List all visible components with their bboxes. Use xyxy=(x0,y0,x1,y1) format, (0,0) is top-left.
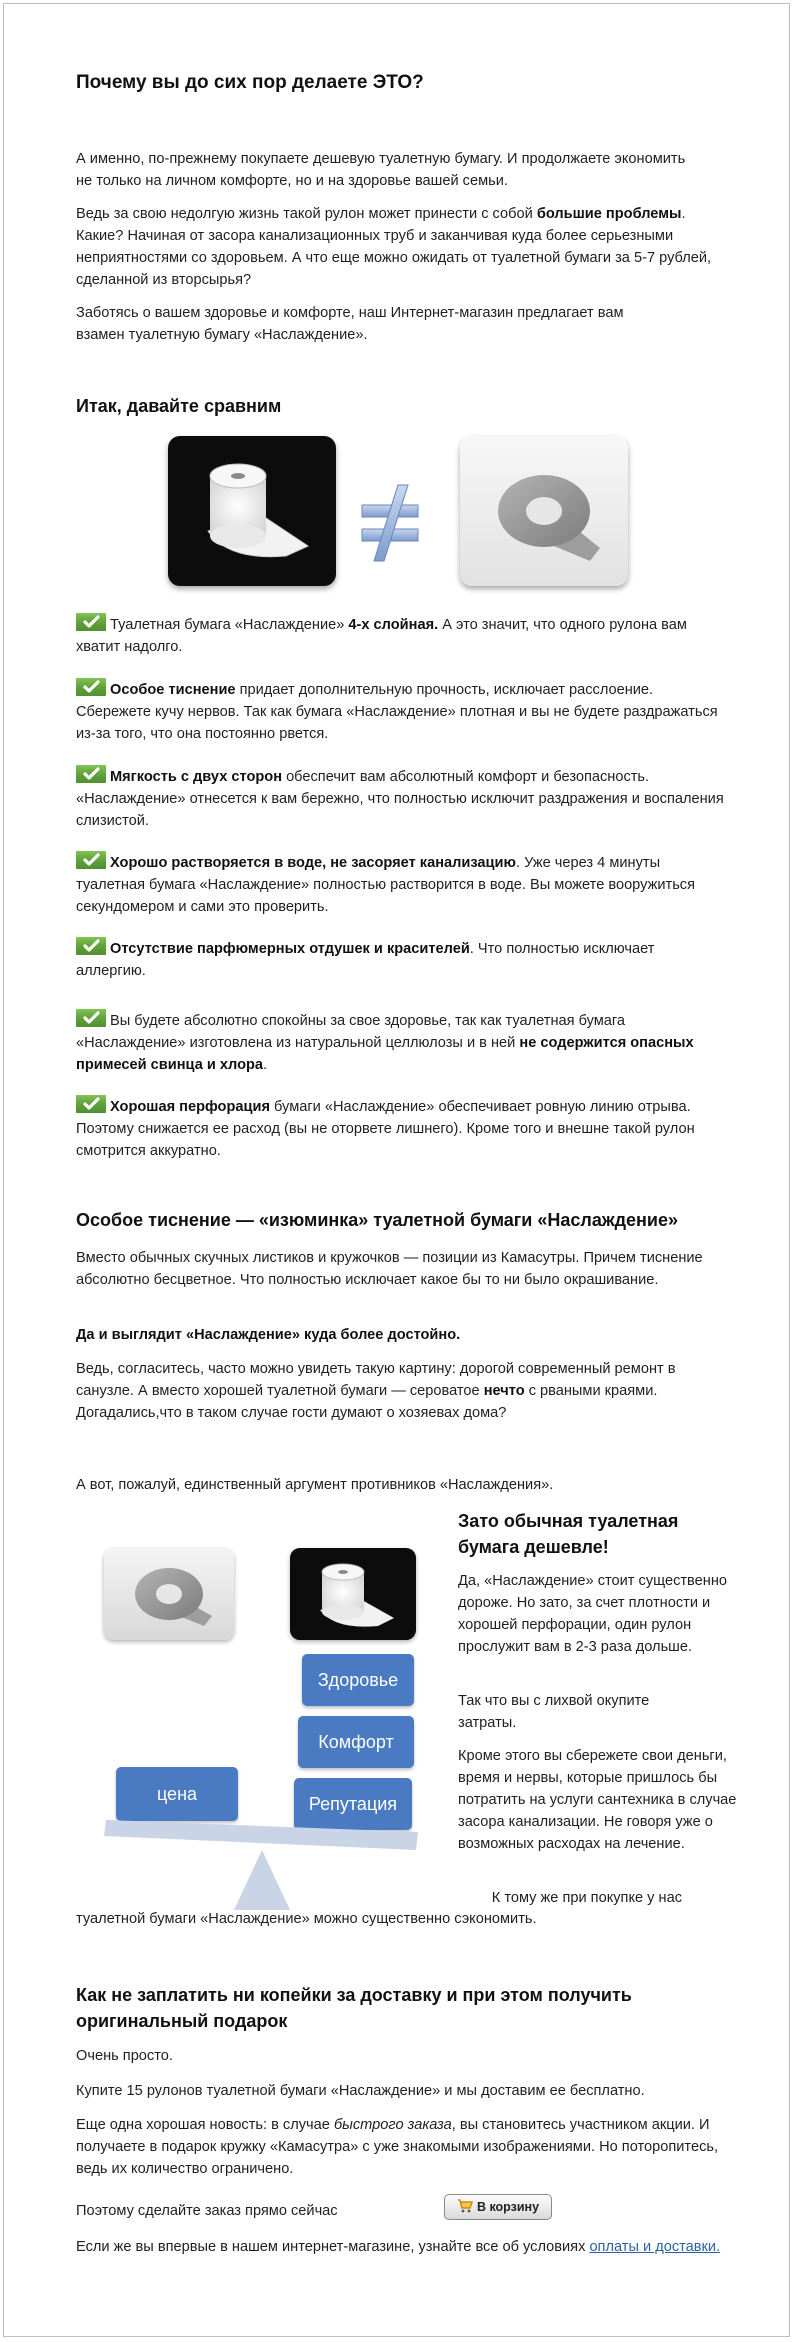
renovation-paragraph: Ведь, согласитесь, часто можно увидеть такую картину: дорогой современный ремонт в санузле. А вместо хорошей туалетной бумаги — сероватое нечто с рваными краями. Догадались,что в таком случае гости думают о хозяевах дома? xyxy=(76,1361,676,1421)
embossing-title: Особое тиснение — «изюминка» туалетной бумаги «Наслаждение» xyxy=(76,1210,679,1230)
checkmark-icon xyxy=(76,850,106,870)
premium-roll-small-image xyxy=(290,1548,416,1640)
feature-item-softness: Мягкость с двух сторон обеспечит вам абсолютный комфорт и безопасность. «Наслаждение» отнесется к вам бережно, что полностью исключит раздражения и воспаления слизистой. xyxy=(76,764,726,832)
compare-title: Итак, давайте сравним xyxy=(76,396,282,416)
dignity-paragraph: Да и выглядит «Наслаждение» куда более достойно. xyxy=(76,1327,461,1343)
cart-icon xyxy=(457,2199,473,2216)
embossing-paragraph: Вместо обычных скучных листиков и кружочков — позиции из Камасутры. Причем тиснение абсолютно бесцветное. Что полностью исключает какое бы то ни было окрашивание. xyxy=(76,1250,703,1288)
scale-box-comfort: Комфорт xyxy=(298,1716,414,1768)
cheaper-paragraph-4: К тому же при покупке у нас xyxy=(491,1890,682,1906)
checkmark-icon xyxy=(76,612,106,632)
feature-item-layers: Туалетная бумага «Наслаждение» 4-х слойная. А это значит, что одного рулона вам хватит надолго. xyxy=(76,612,726,658)
intro-paragraph: А именно, по-прежнему покупаете дешевую туалетную бумагу. И продолжаете экономить не только на личном комфорте, но и на здоровье вашей семьи. xyxy=(76,151,686,189)
feature-item-dissolves: Хорошо растворяется в воде, не засоряет канализацию. Уже через 4 минуты туалетная бумага «Наслаждение» полностью растворится в воде. Вы можете вооружиться секундомером и сами это проверить. xyxy=(76,850,726,918)
free-delivery-paragraph: Купите 15 рулонов туалетной бумаги «Наслаждение» и мы доставим ее бесплатно. xyxy=(76,2083,645,2099)
gift-paragraph: Еще одна хорошая новость: в случае быстрого заказа, вы становитесь участником акции. И получаете в подарок кружку «Камасутра» с уже знакомыми изображениями. Но поторопитесь, ведь их количество ограничено. xyxy=(76,2117,719,2177)
checkmark-icon xyxy=(76,936,106,956)
feature-item-no-perfume: Отсутствие парфюмерных отдушек и красителей. Что полностью исключает аллергию. xyxy=(76,936,726,982)
argument-paragraph: А вот, пожалуй, единственный аргумент противников «Наслаждения». xyxy=(76,1477,554,1493)
scale-box-health: Здоровье xyxy=(302,1654,414,1706)
feature-item-safe: Вы будете абсолютно спокойны за свое здоровье, так как туалетная бумага «Наслаждение» изготовлена из натуральной целлюлозы и в ней не содержится опасных примесей свинца и хлора. xyxy=(76,1008,726,1076)
cheaper-paragraph-3: Кроме этого вы сбережете свои деньги, время и нервы, которые пришлось бы потратить на услуги сантехника в случае засора канализации. Не говоря уже о возможных расходах на лечение. xyxy=(458,1748,737,1852)
checkmark-icon xyxy=(76,677,106,697)
add-to-cart-label: В корзину xyxy=(476,2200,540,2214)
scale-box-reputation: Репутация xyxy=(294,1778,412,1830)
payment-paragraph: Если же вы впервые в нашем интернет-магазине, узнайте все об условиях оплаты и доставки. xyxy=(76,2239,721,2255)
cheaper-title: Зато обычная туалетная бумага дешевле! xyxy=(458,1511,679,1557)
checkmark-icon xyxy=(76,1094,106,1114)
cheaper-paragraph-2: Так что вы с лихвой окупите затраты. xyxy=(458,1693,650,1731)
not-equal-icon xyxy=(358,483,422,563)
cheap-roll-image xyxy=(460,436,628,586)
checkmark-icon xyxy=(76,1008,106,1028)
order-now-text: Поэтому сделайте заказ прямо сейчас xyxy=(76,2203,338,2219)
premium-roll-image xyxy=(168,436,336,586)
offer-paragraph: Заботясь о вашем здоровье и комфорте, наш Интернет-магазин предлагает вам взамен туалетную бумагу «Наслаждение». xyxy=(76,305,624,343)
cheaper-paragraph-1: Да, «Наслаждение» стоит существенно дороже. Но зато, за счет плотности и хорошей перфорации, один рулон прослужит вам в 2-3 раза дольше. xyxy=(458,1573,728,1655)
problems-paragraph: Ведь за свою недолгую жизнь такой рулон может принести с собой большие проблемы. Какие? Начиная от засора канализационных труб и заканчивая куда более серьезными неприятностями со здоровьем. А что еще можно ожидать от туалетной бумаги за 5-7 рублей, сделанной из вторсырья? xyxy=(76,206,712,288)
simple-paragraph: Очень просто. xyxy=(76,2048,173,2064)
cheap-roll-small-image xyxy=(104,1548,234,1640)
feature-item-perforation: Хорошая перфорация бумаги «Наслаждение» обеспечивает ровную линию отрыва. Поэтому снижается ее расход (вы не оторвете лишнего). Кроме того и внешне такой рулон смотрится аккуратно. xyxy=(76,1094,726,1162)
add-to-cart-button[interactable] xyxy=(444,2194,552,2220)
checkmark-icon xyxy=(76,764,106,784)
savings-paragraph: туалетной бумаги «Наслаждение» можно существенно сэкономить. xyxy=(76,1911,537,1927)
delivery-title: Как не заплатить ни копейки за доставку и при этом получить оригинальный подарок xyxy=(76,1985,632,2031)
scale-box-price: цена xyxy=(116,1767,238,1821)
payment-delivery-link[interactable]: оплаты и доставки. xyxy=(589,2239,721,2255)
page-title: Почему вы до сих пор делаете ЭТО? xyxy=(76,72,424,93)
scale-base xyxy=(102,1820,420,1910)
feature-item-embossing: Особое тиснение придает дополнительную прочность, исключает расслоение. Сбережете кучу нервов. Так как бумага «Наслаждение» плотная и вы не будете раздражаться из-за того, что она постоянно рвется. xyxy=(76,677,726,745)
